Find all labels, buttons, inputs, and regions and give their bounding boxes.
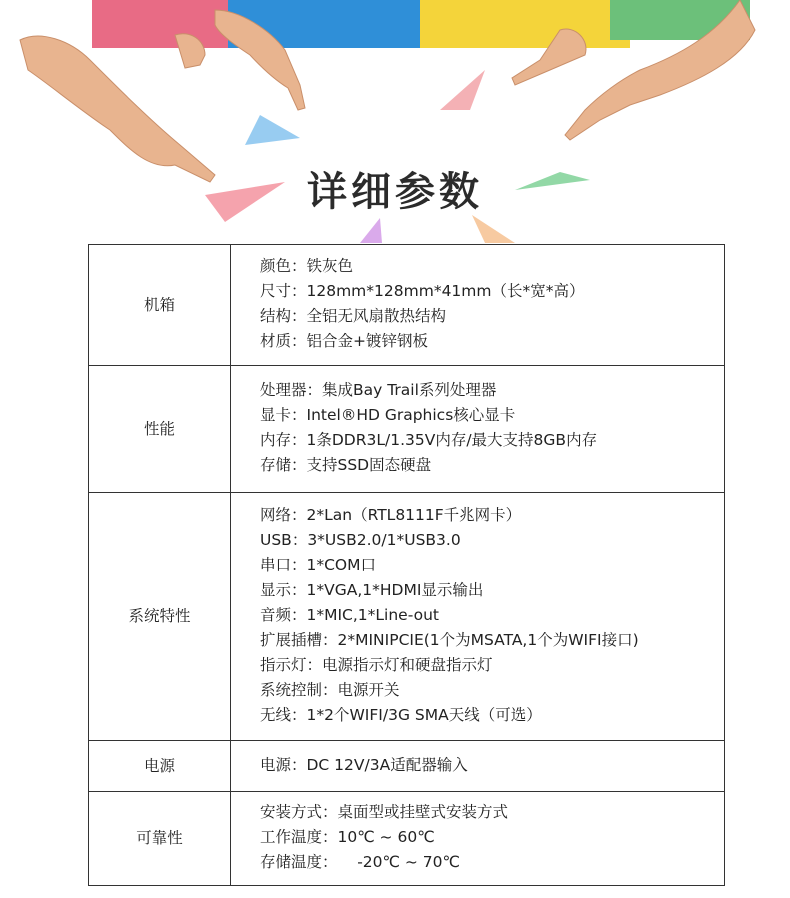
category-label: 系统特性 <box>89 493 231 741</box>
spec-line: 存储温度： -20℃ ~ 70℃ <box>260 853 460 871</box>
spec-table <box>88 244 725 886</box>
triangle-decoration <box>440 70 485 110</box>
category-label: 可靠性 <box>89 792 231 886</box>
spec-line: 尺寸：128mm*128mm*41mm（长*宽*高） <box>260 282 585 300</box>
spec-line: 音频：1*MIC,1*Line-out <box>260 606 439 624</box>
triangle-decoration <box>472 215 515 243</box>
spec-line: 颜色：铁灰色 <box>260 257 354 275</box>
triangle-decoration <box>245 115 300 145</box>
spec-line: 显示：1*VGA,1*HDMI显示输出 <box>260 581 484 599</box>
spec-line: 扩展插槽：2*MINIPCIE(1个为MSATA,1个为WIFI接口) <box>260 631 639 649</box>
spec-line: 内存：1条DDR3L/1.35V内存/最大支持8GB内存 <box>260 431 598 449</box>
spec-line: 安装方式：桌面型或挂壁式安装方式 <box>260 803 509 821</box>
category-label: 电源 <box>89 741 231 792</box>
spec-line: 指示灯：电源指示灯和硬盘指示灯 <box>260 656 493 674</box>
spec-line: 存储：支持SSD固态硬盘 <box>260 456 432 474</box>
spec-line: 无线：1*2个WIFI/3G SMA天线（可选） <box>260 706 542 724</box>
spec-items <box>231 366 725 493</box>
category-label: 性能 <box>89 366 231 493</box>
spec-line: USB：3*USB2.0/1*USB3.0 <box>260 531 461 549</box>
table-row <box>89 245 725 366</box>
page-title: 详细参数 <box>307 169 483 215</box>
shirt-yellow <box>420 0 630 48</box>
spec-line: 材质：铝合金+镀锌钢板 <box>260 332 428 350</box>
category-label: 机箱 <box>89 245 231 366</box>
triangle-decoration <box>360 218 382 243</box>
spec-line: 处理器：集成Bay Trail系列处理器 <box>260 381 497 399</box>
spec-items <box>231 493 725 741</box>
spec-line: 网络：2*Lan（RTL8111F千兆网卡） <box>260 506 522 524</box>
spec-line: 串口：1*COM口 <box>260 556 377 574</box>
table-row <box>89 792 725 886</box>
table-row <box>89 741 725 792</box>
spec-line: 工作温度：10℃ ~ 60℃ <box>260 828 435 846</box>
table-row <box>89 493 725 741</box>
table-row <box>89 366 725 493</box>
spec-items <box>231 792 725 886</box>
spec-line: 结构：全铝无风扇散热结构 <box>260 307 447 325</box>
spec-items <box>231 245 725 366</box>
spec-line: 系统控制：电源开关 <box>260 681 400 699</box>
spec-line: 显卡：Intel®HD Graphics核心显卡 <box>260 406 516 424</box>
spec-line: 电源：DC 12V/3A适配器输入 <box>260 755 468 774</box>
spec-items <box>231 741 725 792</box>
